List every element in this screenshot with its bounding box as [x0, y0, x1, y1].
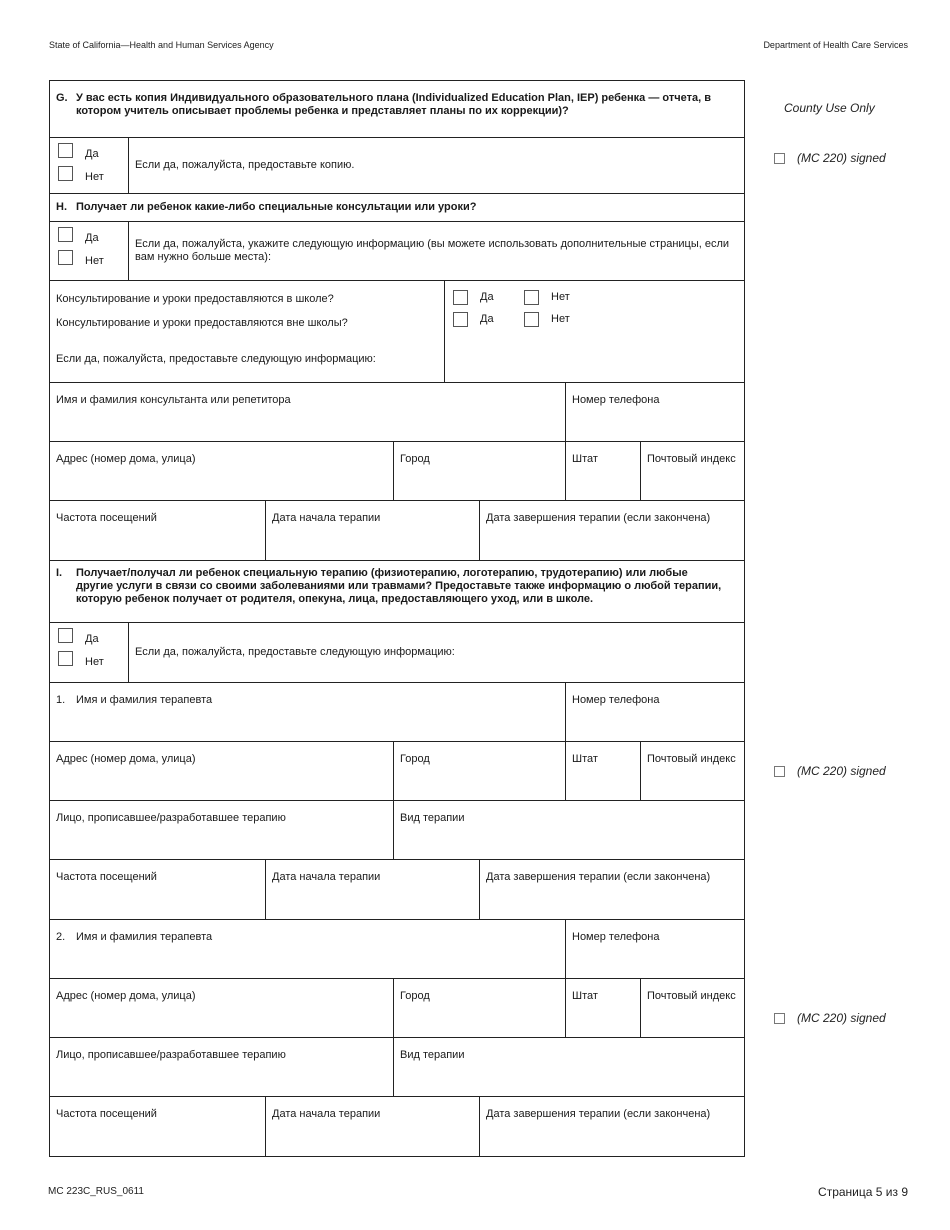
therapist-2-address-field[interactable]: Адрес (номер дома, улица) — [56, 990, 196, 1002]
section-i-no-option[interactable] — [58, 652, 120, 671]
therapist-2-type-field[interactable]: Вид терапии — [393, 1038, 744, 1096]
therapist-2-address-row — [50, 978, 744, 1037]
section-h-location-questions — [50, 281, 444, 382]
counselor-phone-field[interactable]: Номер телефона — [565, 383, 744, 441]
section-g-question-row — [50, 81, 744, 137]
therapist-1-city-field[interactable]: Город — [393, 742, 565, 800]
therapist-1-type-field[interactable]: Вид терапии — [393, 801, 744, 859]
section-i-question — [50, 561, 744, 622]
mc220-signed-checkbox[interactable] — [774, 153, 785, 164]
form-table — [49, 80, 745, 1157]
section-i-instruction: Если да, пожалуйста, предоставьте следующую информацию: — [128, 623, 744, 682]
section-g-answer-row — [50, 137, 744, 193]
counselor-address-field[interactable]: Адрес (номер дома, улица) — [56, 453, 196, 465]
therapist-1-phone-field[interactable]: Номер телефона — [565, 683, 744, 741]
counselor-zip-field[interactable]: Почтовый индекс — [640, 442, 744, 500]
counselor-name-row — [50, 382, 744, 441]
yes-label: Да — [480, 290, 494, 303]
therapist-1-state-field[interactable]: Штат — [565, 742, 640, 800]
therapist-2-prescriber-field[interactable]: Лицо, прописавшее/разработавшее терапию — [56, 1049, 286, 1061]
department-header: Department of Health Care Services — [763, 40, 908, 50]
counselor-city-field[interactable]: Город — [393, 442, 565, 500]
page-number: Страница 5 из 9 — [818, 1185, 908, 1199]
yes-label: Да — [85, 147, 99, 160]
therapist-1-prescriber-field[interactable]: Лицо, прописавшее/разработавшее терапию — [56, 812, 286, 824]
section-h-no-option[interactable] — [58, 251, 120, 270]
section-h-instruction: Если да, пожалуйста, укажите следующую информацию (вы можете использовать дополнительные страницы, если вам нужно больше места): — [128, 222, 744, 280]
no-label: Нет — [85, 170, 104, 183]
out-school-question: Консультирование и уроки предоставляются вне школы? — [56, 317, 348, 329]
out-school-no-checkbox[interactable] — [524, 312, 539, 327]
section-h-letter: H. — [56, 201, 67, 213]
therapist-2-dates-row — [50, 1096, 744, 1156]
therapist-1-name-field[interactable] — [50, 683, 565, 741]
mc220-signed-label: (MC 220) signed — [797, 151, 886, 165]
yes-label: Да — [85, 632, 99, 645]
section-i-answer-row — [50, 622, 744, 682]
out-school-yes-checkbox[interactable] — [453, 312, 468, 327]
section-g-no-option[interactable] — [58, 167, 120, 186]
therapist-2-city-field[interactable]: Город — [393, 979, 565, 1037]
section-h-question-text: Получает ли ребенок какие-либо специальные консультации или уроки? — [76, 201, 477, 213]
section-g-instruction: Если да, пожалуйста, предоставьте копию. — [128, 138, 744, 193]
section-h-question — [50, 194, 496, 221]
section-g-yes-no — [50, 138, 128, 193]
yes-label: Да — [480, 312, 494, 325]
section-i-question-row — [50, 560, 744, 622]
therapist-2-name-field[interactable] — [50, 920, 565, 978]
therapist-2-end-field[interactable]: Дата завершения терапии (если закончена) — [479, 1097, 744, 1156]
therapist-1-frequency-field[interactable]: Частота посещений — [56, 871, 157, 883]
in-school-question: Консультирование и уроки предоставляются в школе? — [56, 293, 334, 305]
mc220-signed-label: (MC 220) signed — [797, 764, 886, 778]
in-school-no-checkbox[interactable] — [524, 290, 539, 305]
no-label: Нет — [85, 655, 104, 668]
in-school-answer — [453, 289, 736, 305]
section-h-yes-no — [50, 222, 128, 280]
agency-header: State of California—Health and Human Services Agency — [49, 40, 274, 50]
therapist-2-frequency-field[interactable]: Частота посещений — [56, 1108, 157, 1120]
mc220-signed-therapist-1[interactable] — [774, 764, 886, 778]
therapist-1-number: 1. — [56, 694, 66, 706]
section-h-location-row — [50, 280, 744, 382]
section-g-question — [50, 81, 744, 137]
section-i-yes-option[interactable] — [58, 629, 120, 648]
therapist-1-address-field[interactable]: Адрес (номер дома, улица) — [56, 753, 196, 765]
section-i-no-checkbox[interactable] — [58, 651, 73, 666]
therapist-2-zip-field[interactable]: Почтовый индекс — [640, 979, 744, 1037]
section-i-letter: I. — [56, 567, 63, 579]
section-i-yes-no — [50, 623, 128, 682]
section-g-yes-checkbox[interactable] — [58, 143, 73, 158]
counselor-address-row — [50, 441, 744, 500]
therapist-2-state-field[interactable]: Штат — [565, 979, 640, 1037]
mc220-signed-therapist-2[interactable] — [774, 1011, 886, 1025]
section-h-yes-option[interactable] — [58, 228, 120, 247]
section-h-yes-checkbox[interactable] — [58, 227, 73, 242]
section-h-answer-row — [50, 221, 744, 280]
section-h-question-row — [50, 193, 744, 221]
section-g-question-text: У вас есть копия Индивидуального образовательного плана (Individualized Education Plan, IEP) ребенка — отчета, в котором учитель описывает проблемы ребенка и представляет планы по их коррекции)? — [76, 92, 711, 117]
therapist-1-name-row — [50, 682, 744, 741]
therapist-1-dates-row — [50, 859, 744, 919]
mc220-signed-checkbox[interactable] — [774, 766, 785, 777]
counselor-dates-row — [50, 500, 744, 560]
out-school-answer — [453, 311, 736, 327]
counselor-start-field[interactable]: Дата начала терапии — [265, 501, 479, 560]
section-i-question-text: Получает/получал ли ребенок специальную терапию (физиотерапию, логотерапию, трудотерапию) или любые другие услуги в связи со своими заболеваниями или травмами? Предоставьте также информацию о любой терапии, которую ребенок получает от родителя, опекуна, лица, предоставляющего уход, или в школе. — [76, 567, 722, 605]
mc220-signed-checkbox[interactable] — [774, 1013, 785, 1024]
counselor-state-field[interactable]: Штат — [565, 442, 640, 500]
mc220-signed-label: (MC 220) signed — [797, 1011, 886, 1025]
followup-instruction: Если да, пожалуйста, предоставьте следующую информацию: — [56, 353, 376, 365]
in-school-yes-checkbox[interactable] — [453, 290, 468, 305]
no-label: Нет — [85, 254, 104, 267]
therapist-1-address-row — [50, 741, 744, 800]
therapist-2-prescriber-row — [50, 1037, 744, 1096]
counselor-name-field[interactable]: Имя и фамилия консультанта или репетитора — [56, 394, 291, 406]
therapist-1-name-label: Имя и фамилия терапевта — [76, 694, 213, 706]
therapist-2-name-label: Имя и фамилия терапевта — [76, 931, 213, 943]
section-g-yes-option[interactable] — [58, 144, 120, 163]
therapist-1-end-field[interactable]: Дата завершения терапии (если закончена) — [479, 860, 744, 919]
yes-label: Да — [85, 231, 99, 244]
no-label: Нет — [551, 312, 570, 325]
therapist-2-start-field[interactable]: Дата начала терапии — [265, 1097, 479, 1156]
section-h-location-answers — [444, 281, 744, 382]
therapist-2-name-row — [50, 919, 744, 978]
county-use-only-title: County Use Only — [784, 101, 875, 115]
mc220-signed-g[interactable] — [774, 151, 886, 165]
section-g-no-checkbox[interactable] — [58, 166, 73, 181]
therapist-2-phone-field[interactable]: Номер телефона — [565, 920, 744, 978]
no-label: Нет — [551, 290, 570, 303]
section-h-no-checkbox[interactable] — [58, 250, 73, 265]
section-i-yes-checkbox[interactable] — [58, 628, 73, 643]
form-code: MC 223C_RUS_0611 — [48, 1186, 144, 1197]
section-g-letter: G. — [56, 92, 68, 104]
therapist-1-zip-field[interactable]: Почтовый индекс — [640, 742, 744, 800]
therapist-2-number: 2. — [56, 931, 66, 943]
therapist-1-prescriber-row — [50, 800, 744, 859]
therapist-1-start-field[interactable]: Дата начала терапии — [265, 860, 479, 919]
counselor-end-field[interactable]: Дата завершения терапии (если закончена) — [479, 501, 744, 560]
counselor-frequency-field[interactable]: Частота посещений — [56, 512, 157, 524]
